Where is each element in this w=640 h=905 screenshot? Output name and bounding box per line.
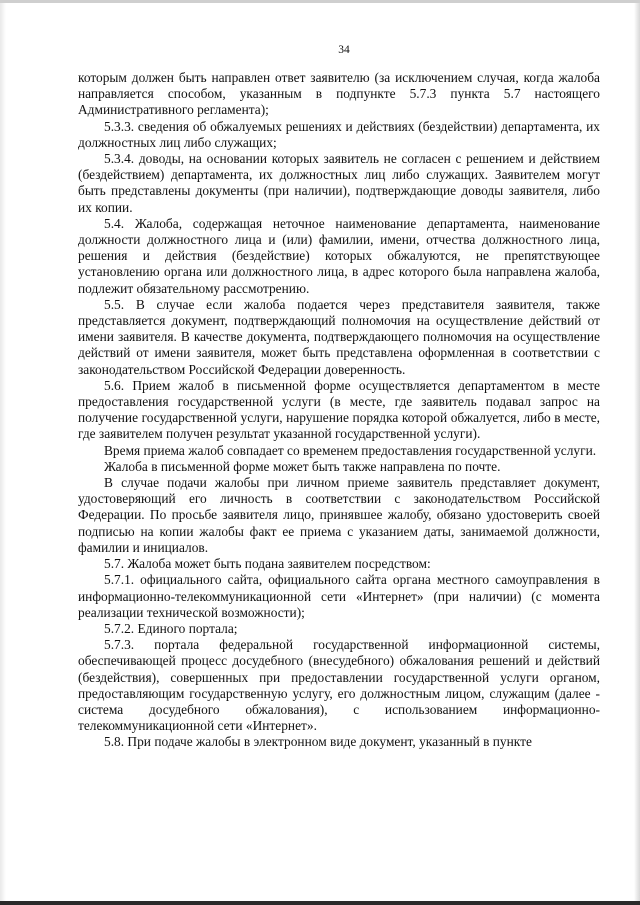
paragraph-personal-reception: В случае подачи жалобы при личном приеме заявитель представляет документ, удостоверяющий его личность в соответствии с законодательством Российской Федерации. По просьбе заявителя лицо, принявшее жалобу, обязано удостоверить своей подписью на копии жалобы факт ее приема с указанием даты, занимаемой должности, фамилии и инициалов. [78,475,600,555]
paragraph-5-3-4: 5.3.4. доводы, на основании которых заявитель не согласен с решением и действием (бездействием) департамента, их должностных лиц либо служащих. Заявителем могут быть представлены документы (при наличии), подтверждающие доводы заявителя, либо их копии. [78,151,600,215]
document-body [78,70,600,751]
paragraph-5-7: 5.7. Жалоба может быть подана заявителем посредством: [104,556,431,572]
paragraph-5-7-1: 5.7.1. официального сайта, официального сайта органа местного самоуправления в информационно-телекоммуникационной сети «Интернет» (при наличии) (с момента реализации технической возможности); [78,572,600,620]
paragraph-reception-time: Время приема жалоб совпадает со временем предоставления государственной услуги. [104,442,597,458]
paragraph-5-6: 5.6. Прием жалоб в письменной форме осуществляется департаментом в месте предоставления государственной услуги (в месте, где заявитель подавал запрос на получение государственной услуги, нарушение порядка которой обжалуется, либо в месте, где заявителем получен результат указанной государственной услуги). [78,377,600,442]
scan-top-edge [0,0,640,3]
scan-bottom-edge [0,901,640,905]
paragraph-5-5: 5.5. В случае если жалоба подается через представителя заявителя, также представляется документ, подтверждающий полномочия на осуществление действий от имени заявителя. В качестве документа, подтверждающего полномочия на осуществление действий от имени заявителя, может быть представлена оформленная в соответствии с законодательством Российской Федерации доверенность. [78,296,600,377]
page-number: 34 [338,44,350,56]
paragraph-5-7-3: 5.7.3. портала федеральной государственной информационной системы, обеспечивающей процесс досудебного (внесудебного) обжалования решений и действий (бездействия), совершенных при предоставлении государственной услуги органом, предоставляющим государственную услугу, его должностным лицом, служащим (далее - система досудебного обжалования), с использованием информационно-телекоммуникационной сети «Интернет». [78,637,600,734]
paragraph-5-7-2: 5.7.2. Единого портала; [104,620,238,636]
paragraph-5-3-3: 5.3.3. сведения об обжалуемых решениях и действиях (бездействии) департамента, их должностных лиц либо служащих; [78,118,600,150]
paragraph-continuation: которым должен быть направлен ответ заявителю (за исключением случая, когда жалоба направляется способом, указанным в подпункте 5.7.3 пункта 5.7 настоящего Административного регламента); [78,70,600,118]
paragraph-5-8: 5.8. При подаче жалобы в электронном виде документ, указанный в пункте [104,734,532,750]
paragraph-5-4: 5.4. Жалоба, содержащая неточное наименование департамента, наименование должности должностного лица и (или) фамилии, имени, отчества должностного лица, решения и действия (бездействие) которых обжалуются, не препятствующее установлению органа или должностного лица, в адрес которого была направлена жалоба, подлежит обязательному рассмотрению. [78,215,600,296]
paragraph-by-mail: Жалоба в письменной форме может быть также направлена по почте. [104,458,501,474]
